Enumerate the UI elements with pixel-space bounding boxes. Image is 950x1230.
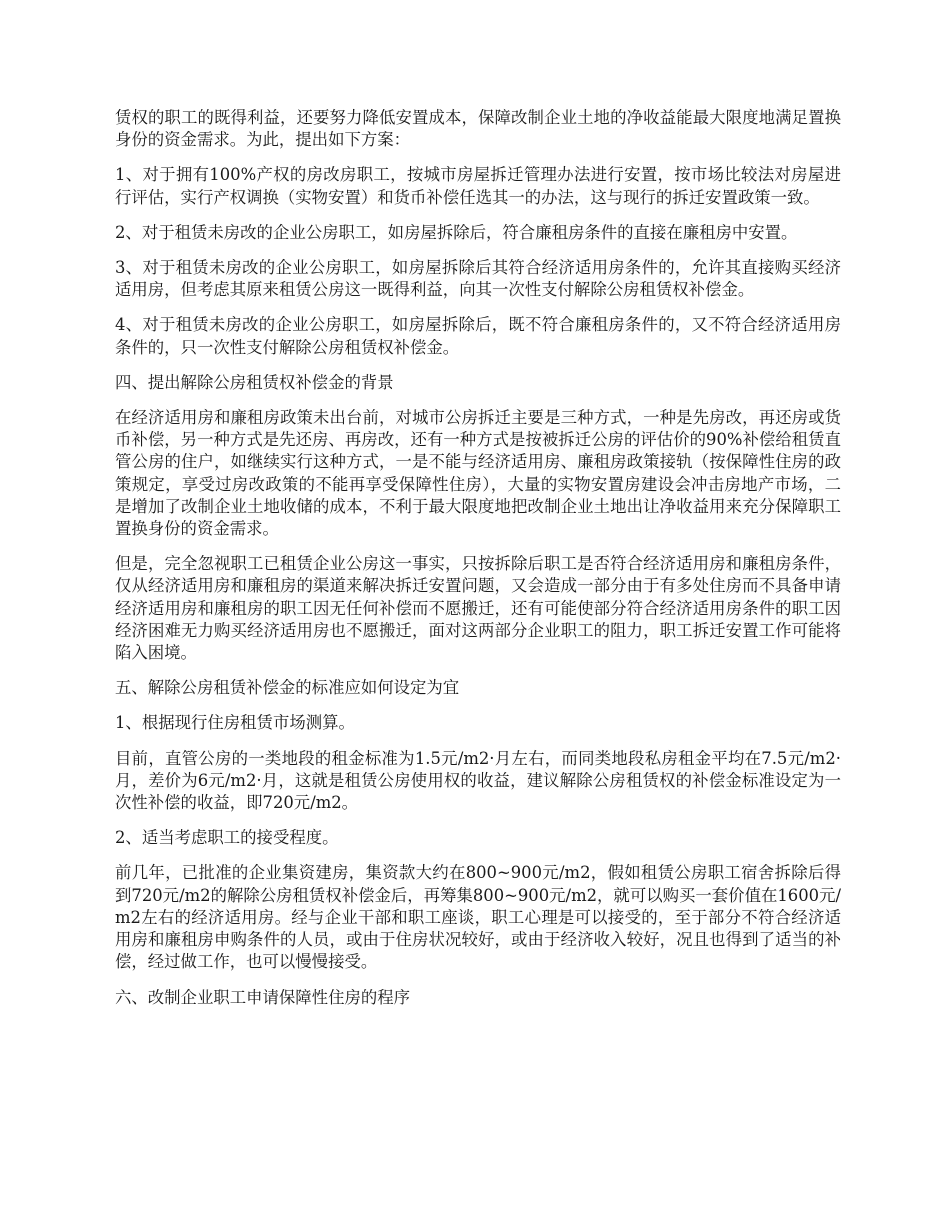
paragraph-plan-2: 2、对于租赁未房改的企业公房职工，如房屋拆除后，符合廉租房条件的直接在廉租房中安置。 — [115, 222, 798, 242]
document-body — [115, 107, 841, 1022]
paragraph-intro: 赁权的职工的既得利益，还要努力降低安置成本，保障改制企业土地的净收益能最大限度地满足置换身份的资金需求。为此，提出如下方案： — [115, 108, 841, 150]
subheading-5-2: 2、适当考虑职工的接受程度。 — [115, 828, 339, 848]
paragraph-plan-4: 4、对于租赁未房改的企业公房职工，如房屋拆除后，既不符合廉租房条件的，又不符合经济适用房条件的，只一次性支付解除公房租赁权补偿金。 — [115, 315, 841, 357]
paragraph-plan-1: 1、对于拥有100%产权的房改房职工，按城市房屋拆迁管理办法进行安置，按市场比较法对房屋进行评估，实行产权调换（实物安置）和货币补偿任选其一的办法，这与现行的拆迁安置政策一致。 — [115, 165, 841, 207]
section-heading-5: 五、解除公房租赁补偿金的标准应如何设定为宜 — [115, 678, 460, 698]
paragraph-plan-3: 3、对于租赁未房改的企业公房职工，如房屋拆除后其符合经济适用房条件的，允许其直接购买经济适用房，但考虑其原来租赁公房这一既得利益，向其一次性支付解除公房租赁权补偿金。 — [115, 258, 841, 300]
section-heading-6: 六、改制企业职工申请保障性住房的程序 — [115, 987, 411, 1007]
section-heading-4: 四、提出解除公房租赁权补偿金的背景 — [115, 372, 394, 392]
paragraph-background-1: 在经济适用房和廉租房政策未出台前，对城市公房拆迁主要是三种方式，一种是先房改，再还房或货币补偿，另一种方式是先还房、再房改，还有一种方式是按被拆迁公房的评估价的90%补偿给租赁直管公房的住户，如继续实行这种方式，一是不能与经济适用房、廉租房政策接轨（按保障性住房的政策规定，享受过房改政策的不能再享受保障性住房），大量的实物安置房建设会冲击房地产市场，二是增加了改制企业土地收储的成本，不利于最大限度地把改制企业土地出让净收益用来充分保障职工置换身份的资金需求。 — [115, 408, 841, 539]
paragraph-acceptance: 前几年，已批准的企业集资建房，集资款大约在800~900元/m2，假如租赁公房职工宿舍拆除后得到720元/m2的解除公房租赁权补偿金后，再筹集800~900元/m2，就可以购买一套价值在1600元/m2左右的经济适用房。经与企业干部和职工座谈，职工心理是可以接受的，至于部分不符合经济适用房和廉租房申购条件的人员，或由于住房状况较好，或由于经济收入较好，况且也得到了适当的补偿，经过做工作，也可以慢慢接受。 — [115, 863, 841, 972]
paragraph-background-2: 但是，完全忽视职工已租赁企业公房这一事实，只按拆除后职工是否符合经济适用房和廉租房条件，仅从经济适用房和廉租房的渠道来解决拆迁安置问题，又会造成一部分由于有多处住房而不具备申请经济适用房和廉租房的职工因无任何补偿而不愿搬迁，还有可能使部分符合经济适用房条件的职工因经济困难无力购买经济适用房也不愿搬迁，面对这两部分企业职工的阻力，职工拆迁安置工作可能将陷入困境。 — [115, 554, 841, 663]
subheading-5-1: 1、根据现行住房租赁市场测算。 — [115, 713, 355, 733]
paragraph-rent-calculation: 目前，直管公房的一类地段的租金标准为1.5元/m2·月左右，而同类地段私房租金平均在7.5元/m2·月，差价为6元/m2·月，这就是租赁公房使用权的收益，建议解除公房租赁权的补偿金标准设定为一次性补偿的收益，即720元/m2。 — [115, 748, 841, 813]
